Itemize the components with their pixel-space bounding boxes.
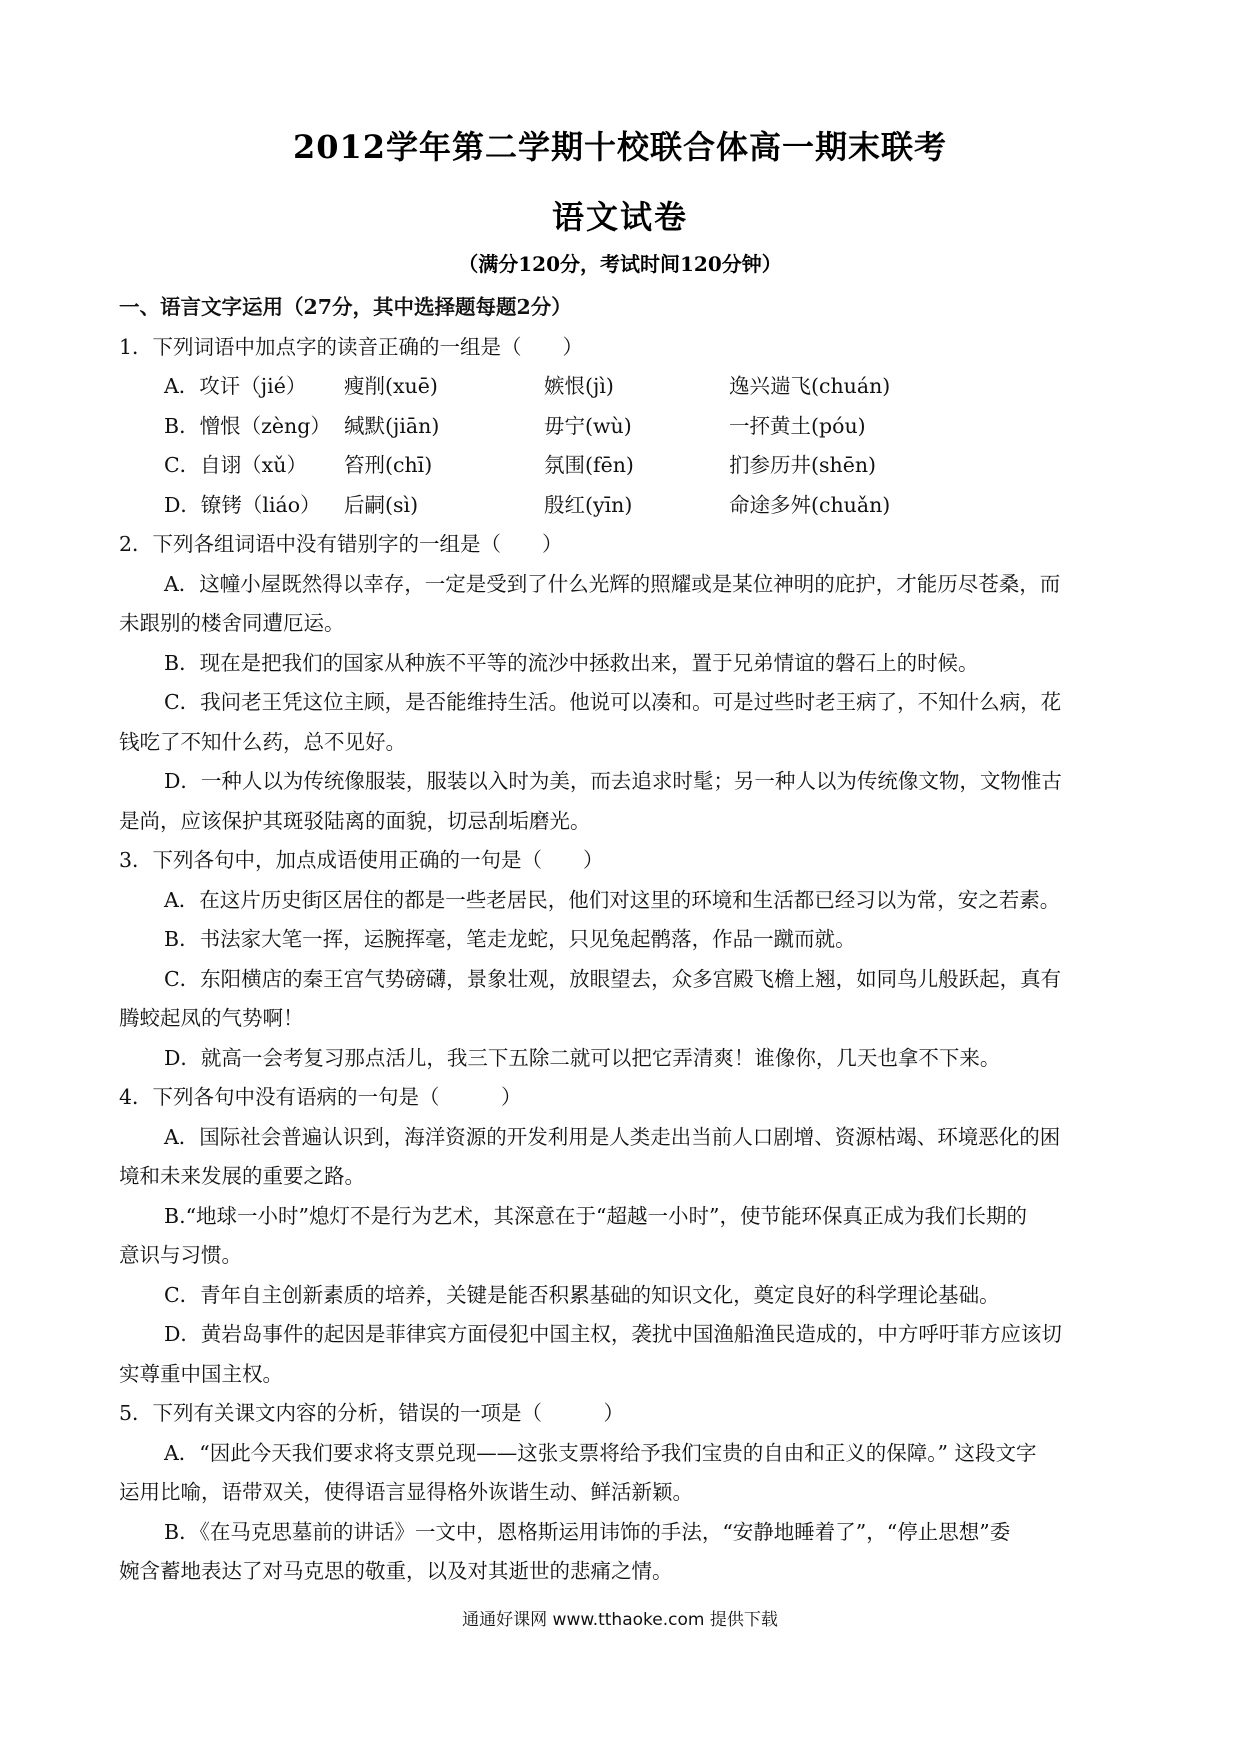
q1-b-word-3: 毋宁(wù) <box>544 413 632 438</box>
q5-option-a-line-2: 运用比喻，语带双关，使得语言显得格外诙谐生动、鲜活新颖。 <box>119 1480 693 1504</box>
q5-option-b-line-2: 婉含蓄地表达了对马克思的敬重，以及对其逝世的悲痛之情。 <box>119 1559 673 1583</box>
question-2-stem: 2．下列各组词语中没有错别字的一组是（ ） <box>119 532 563 556</box>
q1-d-word-1: D．镣铐（liáo） <box>164 492 321 517</box>
q1-c-word-4: 扪参历井(shēn) <box>729 453 877 477</box>
q4-option-c: C．青年自主创新素质的培养，关键是能否积累基础的知识文化，奠定良好的科学理论基础。 <box>164 1282 1000 1307</box>
q4-option-a-line-2: 境和未来发展的重要之路。 <box>119 1164 365 1188</box>
q3-option-b: B．书法家大笔一挥，运腕挥毫，笔走龙蛇，只见兔起鹘落，作品一蹴而就。 <box>164 927 856 951</box>
q1-a-word-4: 逸兴遄飞(chuán) <box>729 374 891 398</box>
q2-option-c-line-1: C．我问老王凭这位主顾，是否能维持生活。他说可以凑和。可是过些时老王病了，不知什么病，花 <box>164 690 1062 714</box>
q2-option-d-line-1: D．一种人以为传统像服装，服装以入时为美，而去追求时髦；另一种人以为传统像文物，文物惟古 <box>164 769 1062 793</box>
q1-c-word-1: C．自诩（xǔ） <box>164 453 307 477</box>
q1-b-word-1: B．憎恨（zèng） <box>164 413 331 438</box>
q4-option-a-line-1: A．国际社会普遍认识到，海洋资源的开发利用是人类走出当前人口剧增、资源枯竭、环境恶化的困 <box>164 1124 1061 1149</box>
q1-d-word-4: 命途多舛(chuǎn) <box>729 492 891 517</box>
q5-option-a-line-1: A．“因此今天我们要求将支票兑现——这张支票将给予我们宝贵的自由和正义的保障。” 这段文字 <box>164 1440 1037 1465</box>
q1-option-c <box>119 446 1129 486</box>
q5-option-b-line-1: B．《在马克思墓前的讲话》一文中，恩格斯运用讳饰的手法，“安静地睡着了”，“停止思想”委 <box>164 1519 1011 1544</box>
q1-b-word-4: 一抔黄土(póu) <box>729 413 866 438</box>
q4-option-d-line-2: 实尊重中国主权。 <box>119 1361 283 1386</box>
exam-content <box>119 288 1129 1592</box>
question-5-stem: 5．下列有关课文内容的分析，错误的一项是（ ） <box>119 1401 625 1425</box>
q1-option-b <box>119 407 1129 447</box>
q1-d-word-3: 殷红(yīn) <box>544 492 633 517</box>
q1-d-word-2: 后嗣(sì) <box>344 492 419 517</box>
q1-a-word-2: 瘦削(xuē) <box>344 374 438 398</box>
q1-a-word-3: 嫉恨(jì) <box>544 374 614 398</box>
q1-c-word-2: 笞刑(chī) <box>344 453 433 477</box>
q1-a-word-1: A．攻讦（jié） <box>164 374 307 398</box>
q1-b-word-2: 缄默(jiān) <box>344 413 440 438</box>
question-4-stem: 4．下列各句中没有语病的一句是（ ） <box>119 1085 522 1109</box>
q1-c-word-3: 氛围(fēn) <box>544 453 634 477</box>
exam-info: （满分120分，考试时间120分钟） <box>458 252 782 276</box>
q3-option-c-line-1: C．东阳横店的秦王宫气势磅礴，景象壮观，放眼望去，众多宫殿飞檐上翘，如同鸟儿般跃起，真有 <box>164 966 1062 991</box>
q4-option-b-line-2: 意识与习惯。 <box>119 1243 242 1267</box>
q4-option-d-line-1: D．黄岩岛事件的起因是菲律宾方面侵犯中国主权，袭扰中国渔船渔民造成的，中方呼吁菲方应该切 <box>164 1322 1062 1346</box>
q1-option-d <box>119 486 1129 526</box>
question-1-stem: 1．下列词语中加点字的读音正确的一组是（ ） <box>119 334 584 359</box>
q3-option-a: A．在这片历史街区居住的都是一些老居民，他们对这里的环境和生活都已经习以为常，安之若素。 <box>164 887 1061 912</box>
q3-option-d: D．就高一会考复习那点活儿，我三下五除二就可以把它弄清爽！谁像你，几天也拿不下来。 <box>164 1045 1001 1070</box>
q2-option-d-line-2: 是尚，应该保护其斑驳陆离的面貌，切忌刮垢磨光。 <box>119 808 591 833</box>
q2-option-c-line-2: 钱吃了不知什么药，总不见好。 <box>119 729 406 754</box>
q3-option-c-line-2: 腾蛟起凤的气势啊！ <box>119 1006 304 1030</box>
footer-source: 通通好课网 www.tthaoke.com 提供下载 <box>462 1610 778 1630</box>
exam-title: 2012学年第二学期十校联合体高一期末联考 <box>292 128 948 166</box>
question-3-stem: 3．下列各句中，加点成语使用正确的一句是（ ） <box>119 848 604 872</box>
q2-option-a-line-2: 未跟别的楼舍同遭厄运。 <box>119 611 345 635</box>
exam-subject: 语文试卷 <box>551 198 688 236</box>
q4-option-b-line-1: B.“地球一小时”熄灯不是行为艺术，其深意在于“超越一小时”，使节能环保真正成为我们长期的 <box>164 1203 1027 1228</box>
q2-option-a-line-1: A．这幢小屋既然得以幸存，一定是受到了什么光辉的照耀或是某位神明的庇护，才能历尽苍桑，而 <box>164 571 1061 596</box>
section-heading: 一、语言文字运用（27分，其中选择题每题2分） <box>119 295 572 319</box>
q2-option-b: B．现在是把我们的国家从种族不平等的流沙中拯救出来，置于兄弟情谊的磐石上的时候。 <box>164 650 979 675</box>
q1-option-a <box>119 367 1129 407</box>
